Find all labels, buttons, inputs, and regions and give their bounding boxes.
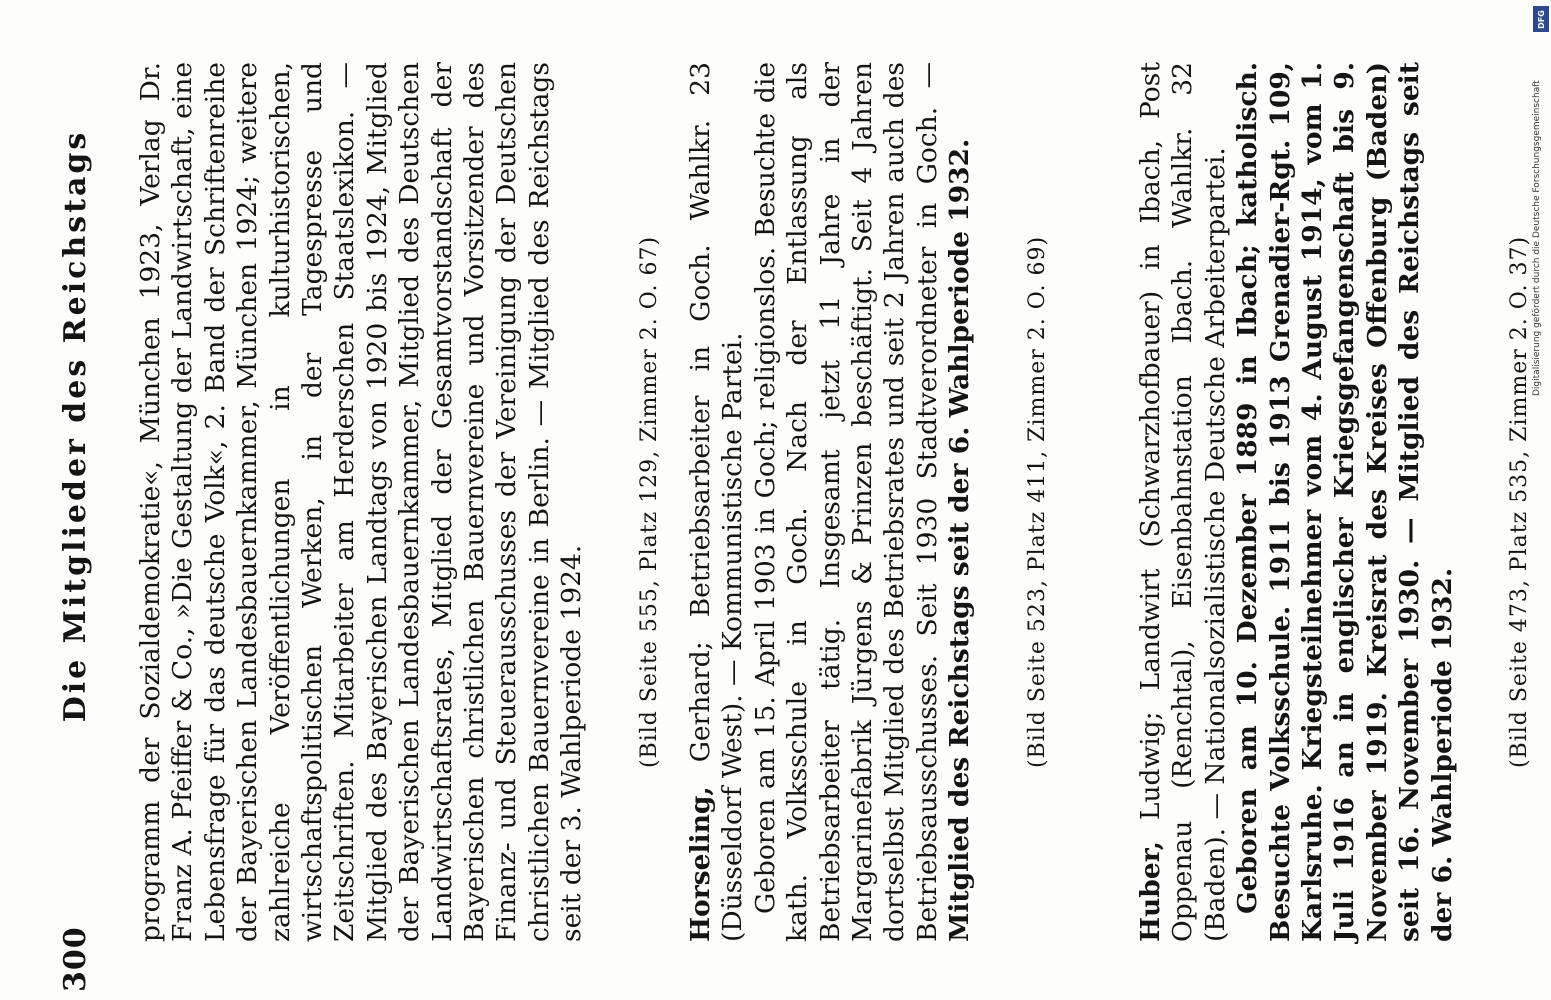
- entry-paragraph: [135, 62, 589, 942]
- text-run: programm der Sozialdemokratie«, München 1923, Verlag Dr. Franz A. Pfeiffer & Co., »Die Gestaltung der Landwirtschaft, eine Lebensfrage für das deutsche Volk«, 2. Band der Schriftenreihe der Bayerischen Landesbauernkammer, München 1924; weitere zahlreiche Veröffentlichungen in kulturhistorischen, wirtschaftspolitischen Werken, in der Tagespresse und Zeitschriften. Mitarbeiter am Herderschen Staatslexikon. — Mitglied des Bayerischen Landtags von 1920 bis 1924, Mitglied der Bayerischen Landesbauernkammer, Mitglied des Deutschen Landwirtschaftsrates, Mitglied der Gesamtvorstandschaft der Bayerischen christlichen Bauernvereine und Vorsitzender des Finanz- und Steuerausschusses der Vereinigung der Deutschen christlichen Bauernvereine in Berlin. — Mitglied des Reichstags seit der 3. Wahlperiode 1924.: [135, 62, 588, 942]
- entry-reference: (Bild Seite 555, Platz 129, Zimmer 2. O. 67): [636, 235, 662, 769]
- digitisation-credit: [1532, 6, 1550, 396]
- entry-reference: (Bild Seite 473, Platz 535, Zimmer 2. O. 37): [1507, 235, 1533, 769]
- dfg-logo: [1533, 6, 1549, 32]
- page-number: 300: [58, 926, 93, 992]
- text-run: Ludwig; Landwirt (Schwarzhofbauer) in Ibach, Post Oppenau (Renchtal), Eisenbahnstation Ibach. Wahlkr. 32 (Baden). — Nationalsozialistische Deutsche Arbeiterpartei.: [1135, 62, 1231, 942]
- entry-body: [1135, 62, 1459, 942]
- entry-reference: (Bild Seite 523, Platz 411, Zimmer 2. O. 69): [1024, 235, 1050, 769]
- bold-text-run: Mitglied des Reichstags seit der 6. Wahlperiode 1932.: [944, 138, 976, 942]
- entry-paragraph: [750, 62, 977, 942]
- text-run: Gerhard; Betriebsarbeiter in Goch. Wahlkr. 23 (Düsseldorf West). — Kommunistische Partei.: [685, 62, 749, 942]
- credit-text: Digitalisierung gefördert durch die Deutsche Forschungsgemeinschaft: [1532, 80, 1542, 396]
- biography-entry: [685, 62, 1050, 942]
- text-run: Geboren am 15. April 1903 in Goch; religionslos. Besuchte die kath. Volksschule in Goch. Nach der Entlassung als Betriebsarbeiter tätig. Insgesamt jetzt 11 Jahre in der Margarinefabrik Jürgens & Prinzen beschäftigt. Seit 4 Jahren dortselbst Mitglied des Betriebsrates und seit 2 Jahren auch des Betriebsausschusses. Seit 1930 Stadtverordneter in Goch. —: [749, 62, 943, 942]
- entry-paragraph: [1135, 62, 1232, 942]
- bold-text-run: Horseling,: [685, 786, 716, 942]
- biography-entry: [135, 62, 662, 942]
- dfg-logo-text: DFG: [1536, 9, 1546, 29]
- bold-text-run: Geboren am 10. Dezember 1889 in Ibach; katholisch. Besuchte Volksschule. 1911 bis 1913 Grenadier-Rgt. 109, Karlsruhe. Kriegsteilnehmer vom 4. August 1914, vom 1. Juli 1916 an in englischer Kriegsgefangenschaft bis 9. November 1919. Kreisrat des Kreises Offenburg (Baden) seit 16. November 1930. — Mitglied des Reichstags seit der 6. Wahlperiode 1932.: [1232, 62, 1458, 942]
- running-head: Die Mitglieder des Reichstags: [58, 129, 93, 723]
- entry-paragraph: [685, 62, 750, 942]
- entry-body: [135, 62, 589, 942]
- biography-entry: [1135, 62, 1532, 942]
- bold-text-run: Huber,: [1135, 841, 1166, 942]
- entry-body: [685, 62, 977, 942]
- entry-paragraph: [1232, 62, 1459, 942]
